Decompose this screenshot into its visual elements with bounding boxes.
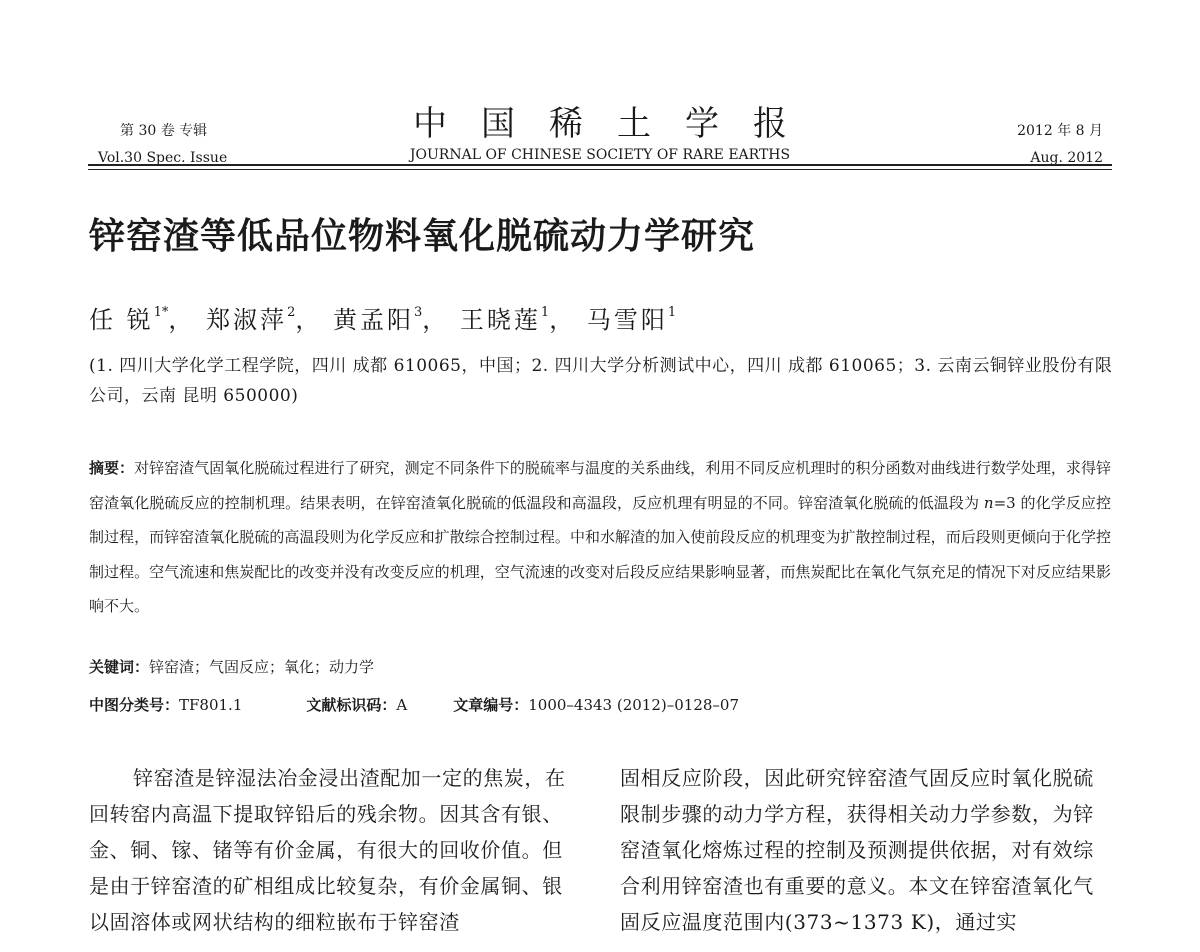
clc-label: 中图分类号： bbox=[89, 696, 180, 714]
abstract-text-cont: =3 的化学反应控制过程，而锌窑渣氧化脱硫的高温段则为化学反应和扩散综合控制过程。中和水解渣的加入使前段反应的机理变为扩散控制过程，而后段则更倾向于化学控制过程。空气流速和焦炭配比的改变并没有改变反应的机理，空气流速的改变对后段反应结果影响显著，而焦炭配比在氧化气氛充足的情况下对反应结果影响不大。 bbox=[89, 493, 1111, 615]
date-en: Aug. 2012 bbox=[1030, 150, 1103, 166]
author-separator: ， bbox=[549, 306, 577, 334]
author-affiliation-mark: 3 bbox=[413, 305, 423, 320]
header-rule-thin bbox=[88, 169, 1112, 170]
journal-name-en: JOURNAL OF CHINESE SOCIETY OF RARE EARTHS bbox=[409, 147, 791, 163]
author-affiliation-mark: 1* bbox=[153, 305, 169, 320]
body-column-left: 锌窑渣是锌湿法冶金浸出渣配加一定的焦炭，在回转窑内高温下提取锌铅后的残余物。因其含有银、金、铜、镓、锗等有价金属，有很大的回收价值。但是由于锌窑渣的矿相组成比较复杂，有价金属铜、银以固溶体或网状结构的细粒嵌布于锌窑渣 bbox=[89, 766, 566, 934]
body-column-right: 固相反应阶段，因此研究锌窑渣气固反应时氧化脱硫限制步骤的动力学方程，获得相关动力学参数，为锌窑渣氧化熔炼过程的控制及预测提供依据，对有效综合利用锌窑渣也有重要的意义。本文在锌窑渣氧化气固反应温度范围内(373~1373 K)，通过实 bbox=[620, 766, 1094, 934]
author-affiliation-mark: 1 bbox=[667, 305, 677, 320]
author-affiliation-mark: 2 bbox=[287, 305, 296, 320]
journal-name bbox=[300, 104, 900, 164]
doc-code-label: 文献标识码： bbox=[306, 696, 397, 714]
author-name: 马雪阳 bbox=[586, 306, 668, 334]
author-separator: ， bbox=[295, 306, 323, 334]
abstract-variable: n bbox=[983, 493, 994, 512]
keywords bbox=[89, 654, 374, 680]
abstract-label: 摘要： bbox=[89, 459, 135, 477]
affiliations: (1. 四川大学化学工程学院，四川 成都 610065，中国；2. 四川大学分析测试中心，四川 成都 610065；3. 云南云铜锌业股份有限公司，云南 昆明 650000) bbox=[89, 356, 1113, 406]
author-name: 任 锐 bbox=[89, 306, 154, 334]
abstract bbox=[89, 451, 1111, 624]
clc-value: TF801.1 bbox=[179, 696, 243, 714]
author-name: 王晓莲 bbox=[459, 306, 541, 334]
journal-name-cn: 中国稀土学报 bbox=[413, 104, 821, 144]
date-cn: 2012 年 8 月 bbox=[1017, 123, 1103, 139]
classification-line bbox=[89, 692, 739, 718]
volume-cn: 第 30 卷 专辑 bbox=[120, 123, 208, 139]
keywords-text: 锌窑渣；气固反应；氧化；动力学 bbox=[149, 658, 375, 676]
author-name: 黄孟阳 bbox=[332, 306, 414, 334]
volume-en: Vol.30 Spec. Issue bbox=[98, 150, 228, 166]
article-no-label: 文章编号： bbox=[453, 696, 529, 714]
author-separator: ， bbox=[422, 306, 450, 334]
abstract-text: 对锌窑渣气固氧化脱硫过程进行了研究，测定不同条件下的脱硫率与温度的关系曲线，利用不同反应机理时的积分函数对曲线进行数学处理，求得锌窑渣氧化脱硫反应的控制机理。结果表明，在锌窑渣氧化脱硫的低温段和高温段，反应机理有明显的不同。锌窑渣氧化脱硫的低温段为 bbox=[89, 459, 1111, 512]
paper-title: 锌窑渣等低品位物料氧化脱硫动力学研究 bbox=[89, 216, 756, 257]
article-no-value: 1000–4343 (2012)–0128–07 bbox=[528, 696, 740, 714]
author-affiliation-mark: 1 bbox=[540, 305, 550, 320]
header-rule-thick bbox=[88, 164, 1112, 166]
author-name: 郑淑萍 bbox=[206, 306, 288, 334]
keywords-label: 关键词： bbox=[89, 658, 150, 676]
author-separator: ， bbox=[168, 306, 196, 334]
doc-code-value: A bbox=[396, 696, 408, 714]
author-list bbox=[89, 303, 676, 337]
